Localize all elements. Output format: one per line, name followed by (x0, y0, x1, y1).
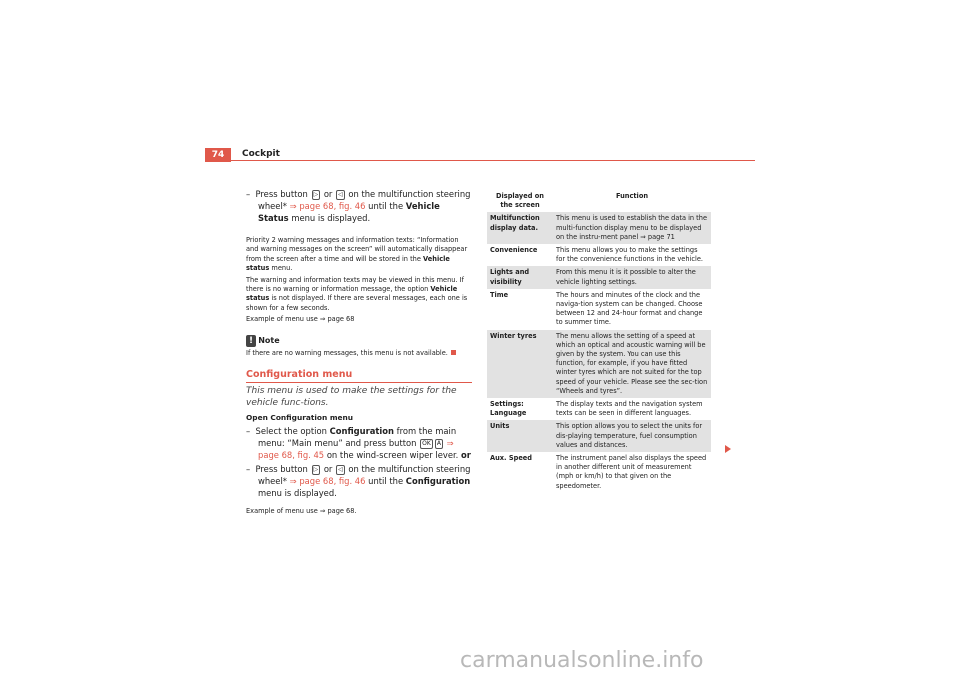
section-title: Configuration menu (246, 369, 353, 381)
table-row: Units This option allows you to select the units for dis-playing temperature, fuel consumption values and distances. (487, 420, 711, 452)
triangle-left-key-icon: ◁ (338, 190, 343, 198)
table-row: Aux. Speed The instrument panel also displays the speed in another different unit of measurement (mph or km/h) to that given on the speedometer. (490, 454, 707, 490)
left-column (246, 188, 472, 516)
table-row: Settings: Language The display texts and the navigation system texts can be seen in different languages. (490, 400, 703, 418)
watermark: carmanualsonline.info (460, 648, 704, 673)
step-press-button: – Press button ▷ or ◁ on the multifunction steering wheel* ⇒ page 68, fig. 46 until the Configuration menu is displayed. (246, 464, 471, 499)
note-icon: ! (246, 335, 256, 347)
triangle-right-key-icon: ▷ (313, 465, 319, 473)
note-text: If there are no warning messages, this menu is not available. (246, 349, 472, 358)
note-label: Note (258, 335, 280, 345)
header-rule (205, 160, 755, 161)
link-page-68-fig-46[interactable]: ⇒ page 68, fig. 46 (289, 476, 366, 487)
priority-paragraph: Priority 2 warning messages and information texts: “Information and warning messages on the screen” will automatically disappear from the screen after a time and will be stored in the Vehicle status menu. (246, 236, 468, 273)
link-page-68-fig-45[interactable]: ⇒ page 68, fig. 45 (258, 438, 454, 461)
a-key-icon: A (436, 439, 441, 447)
table-row: Lights and visibility From this menu it is it possible to alter the vehicle lighting settings. (487, 266, 711, 288)
step-vehicle-status: – Press button ▷ or ◁ on the multifunction steering wheel* ⇒ page 68, fig. 46 until the Vehicle Status menu is displayed. (246, 189, 471, 223)
triangle-right-key-icon: ▷ (313, 190, 319, 198)
example-paragraph: Example of menu use ⇒ page 68 (246, 315, 355, 324)
end-mark-icon (451, 350, 456, 355)
page-number: 74 (205, 148, 231, 162)
note-block (246, 335, 472, 347)
step-select-configuration: – Select the option Configuration from the main menu: “Main menu” and press button OK A ⇒ page 68, fig. 45 on the wind-screen wiper lever. or (246, 426, 471, 461)
warning-paragraph: The warning and information texts may be viewed in this menu. If there is no warning or information message, the option Vehicle status is not displayed. If there are several messages, each one is shown for a few seconds. (246, 275, 468, 312)
page-header-title: Cockpit (242, 149, 280, 159)
table-header-screen: Displayed on the screen (487, 190, 553, 212)
triangle-left-key-icon: ◁ (338, 465, 343, 473)
ok-key-icon: OK (422, 439, 431, 447)
table-row: Convenience This menu allows you to make the settings for the convenience functions in the vehicle. (490, 246, 703, 264)
section-rule (246, 382, 472, 383)
table-header-function: Function (553, 190, 711, 212)
arrow-right-icon[interactable] (725, 445, 731, 453)
table-row: Multifunction display data. This menu is used to establish the data in the multi-function display menu to be displayed on the instru-ment panel ⇒ page 71 (487, 212, 711, 244)
table-row: Winter tyres The menu allows the setting of a speed at which an optical and acoustic warning will be given by the system. You can use this function, for example, if you have fitted winter tyres which are not suited for the top speed of your vehicle. Please see the sec-tion “Wheels and tyres”. (487, 330, 711, 398)
link-page-68-fig-46[interactable]: ⇒ page 68, fig. 46 (289, 201, 366, 211)
table-row: Time The hours and minutes of the clock and the naviga-tion system can be changed. Choose between 12 and 24-hour format and change to summer time. (490, 290, 703, 327)
sub-heading: Open Configuration menu (246, 413, 354, 423)
example-paragraph-2: Example of menu use ⇒ page 68. (246, 507, 357, 516)
configuration-table (487, 190, 711, 493)
section-subtitle: This menu is used to make the settings for the vehicle func-tions. (246, 386, 457, 409)
